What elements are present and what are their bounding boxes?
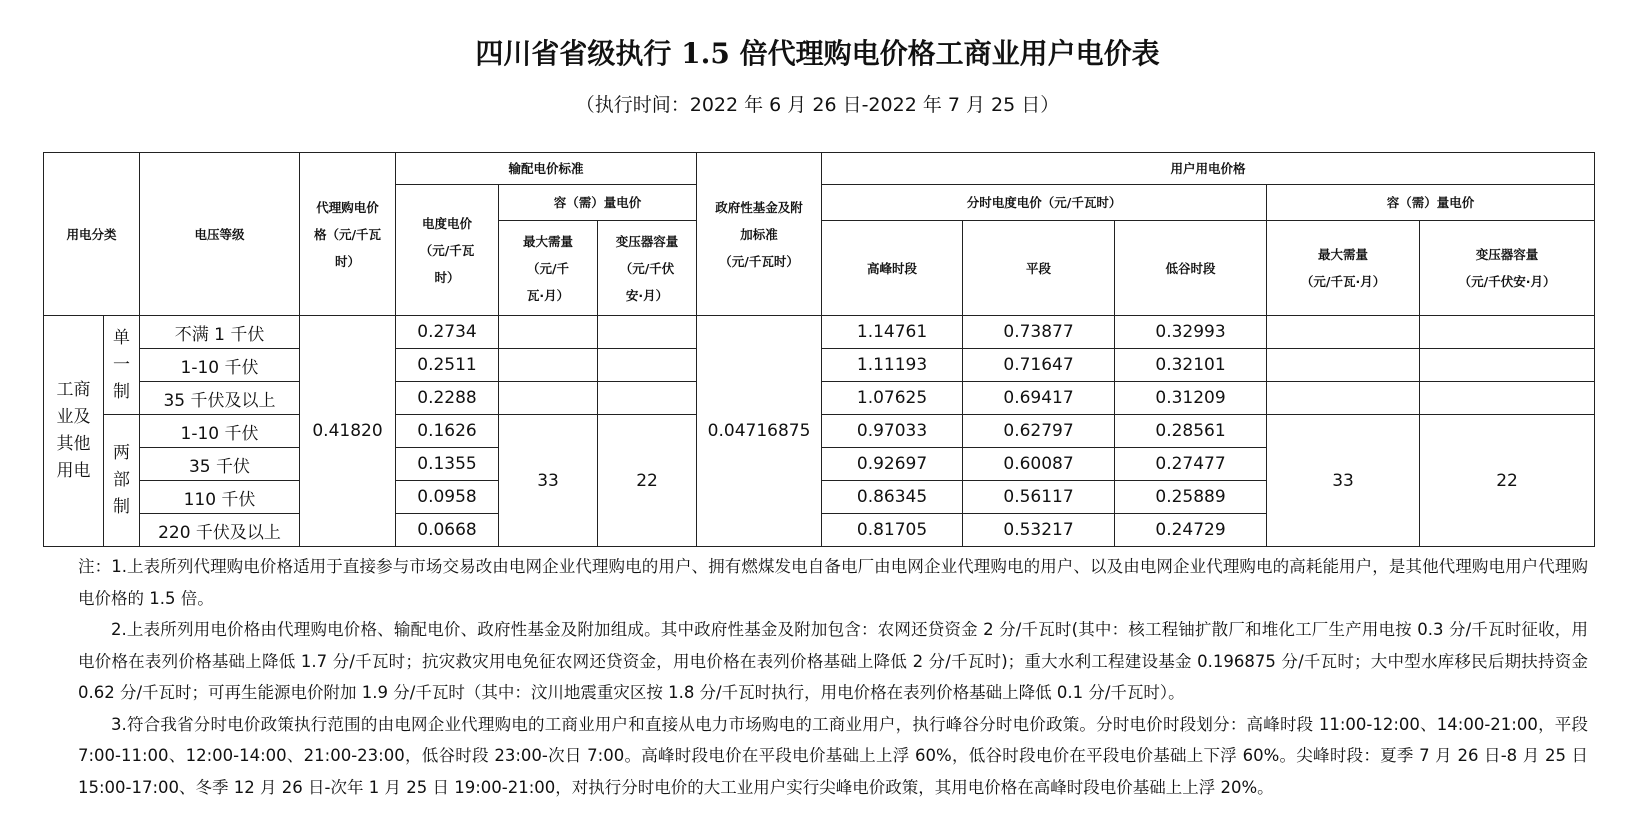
valley-cell: 0.24729	[1115, 514, 1267, 547]
voltage-cell: 35 千伏及以上	[140, 382, 300, 415]
voltage-cell: 1-10 千伏	[140, 415, 300, 448]
header-category: 用电分类	[44, 153, 140, 316]
energy-price-cell: 0.1626	[396, 415, 499, 448]
header-capacity-group: 容（需）量电价	[499, 185, 697, 221]
transformer-cell	[598, 382, 697, 415]
header-agent-price: 代理购电价 格（元/千瓦 时）	[300, 153, 396, 316]
voltage-cell: 1-10 千伏	[140, 349, 300, 382]
energy-price-cell: 0.0958	[396, 481, 499, 514]
header-user-transformer: 变压器容量 （元/千伏安·月）	[1420, 221, 1595, 316]
voltage-cell: 35 千伏	[140, 448, 300, 481]
flat-cell: 0.69417	[963, 382, 1115, 415]
peak-cell: 0.97033	[822, 415, 963, 448]
flat-cell: 0.71647	[963, 349, 1115, 382]
header-tou-group: 分时电度电价（元/千瓦时）	[822, 185, 1267, 221]
transformer-cell: 22	[598, 415, 697, 547]
header-energy-price: 电度电价 （元/千瓦 时）	[396, 185, 499, 316]
user-transformer-cell	[1420, 382, 1595, 415]
max-demand-cell	[499, 349, 598, 382]
header-transformer-capacity: 变压器容量 （元/千伏 安·月）	[598, 221, 697, 316]
user-transformer-cell: 22	[1420, 415, 1595, 547]
header-max-demand: 最大需量 （元/千 瓦·月）	[499, 221, 598, 316]
voltage-cell: 不满 1 千伏	[140, 316, 300, 349]
max-demand-cell: 33	[499, 415, 598, 547]
gov-fund-cell: 0.04716875	[697, 316, 822, 547]
header-valley: 低谷时段	[1115, 221, 1267, 316]
header-user-capacity-group: 容（需）量电价	[1267, 185, 1595, 221]
flat-cell: 0.73877	[963, 316, 1115, 349]
valley-cell: 0.25889	[1115, 481, 1267, 514]
peak-cell: 0.92697	[822, 448, 963, 481]
max-demand-cell	[499, 382, 598, 415]
single-system-cell: 单 一 制	[104, 316, 140, 415]
flat-cell: 0.56117	[963, 481, 1115, 514]
valley-cell: 0.32993	[1115, 316, 1267, 349]
energy-price-cell: 0.0668	[396, 514, 499, 547]
header-voltage: 电压等级	[140, 153, 300, 316]
user-max-demand-cell: 33	[1267, 415, 1420, 547]
valley-cell: 0.32101	[1115, 349, 1267, 382]
valley-cell: 0.27477	[1115, 448, 1267, 481]
transformer-cell	[598, 316, 697, 349]
note-3: 3.符合我省分时电价政策执行范围的由电网企业代理购电的工商业用户和直接从电力市场购电的工商业用户，执行峰谷分时电价政策。分时电价时段划分：高峰时段 11:00-12:00、14:00-21:00，平段 7:00-11:00、12:00-14:00、21:00-23:00，低谷时段 23:00-次日 7:00。高峰时段电价在平段电价基础上上浮 60%，低谷时段电价在平段电价基础上下浮 60%。尖峰时段：夏季 7 月 26 日-8 月 25 日 15:00-17:00、冬季 12 月 26 日-次年 1 月 25 日 19:00-21:00，对执行分时电价的大工业用户实行尖峰电价政策，其用电价格在高峰时段电价基础上上浮 20%。	[78, 714, 1588, 797]
energy-price-cell: 0.2734	[396, 316, 499, 349]
note-1: 注：1.上表所列代理购电价格适用于直接参与市场交易改由电网企业代理购电的用户、拥有燃煤发电自备电厂由电网企业代理购电的用户、以及由电网企业代理购电的高耗能用户，是其他代理购电用户代理购电价格的 1.5 倍。	[78, 557, 1588, 608]
energy-price-cell: 0.2288	[396, 382, 499, 415]
note-2: 2.上表所列用电价格由代理购电价格、输配电价、政府性基金及附加组成。其中政府性基金及附加包含：农网还贷资金 2 分/千瓦时(其中：核工程铀扩散厂和堆化工厂生产用电按 0.3 分/千瓦时征收，用电价格在表列价格基础上降低 1.7 分/千瓦时；抗灾救灾用电免征农网还贷资金，用电价格在表列价格基础上降低 2 分/千瓦时)；重大水利工程建设基金 0.196875 分/千瓦时；大中型水库移民后期扶持资金 0.62 分/千瓦时；可再生能源电价附加 1.9 分/千瓦时（其中：汶川地震重灾区按 1.8 分/千瓦时执行，用电价格在表列价格基础上降低 0.1 分/千瓦时）。	[78, 620, 1588, 702]
user-transformer-cell	[1420, 316, 1595, 349]
valley-cell: 0.28561	[1115, 415, 1267, 448]
valley-cell: 0.31209	[1115, 382, 1267, 415]
header-user-price-group: 用户用电价格	[822, 153, 1595, 185]
page-subtitle: （执行时间：2022 年 6 月 26 日-2022 年 7 月 25 日）	[575, 94, 1060, 116]
category-cell: 工商 业及 其他 用电	[44, 316, 104, 547]
peak-cell: 1.14761	[822, 316, 963, 349]
energy-price-cell: 0.1355	[396, 448, 499, 481]
price-table	[43, 152, 1595, 547]
header-peak: 高峰时段	[822, 221, 963, 316]
user-max-demand-cell	[1267, 382, 1420, 415]
peak-cell: 0.86345	[822, 481, 963, 514]
header-flat: 平段	[963, 221, 1115, 316]
page-title: 四川省省级执行 1.5 倍代理购电价格工商业用户电价表	[475, 37, 1160, 70]
peak-cell: 0.81705	[822, 514, 963, 547]
user-max-demand-cell	[1267, 316, 1420, 349]
user-max-demand-cell	[1267, 349, 1420, 382]
voltage-cell: 220 千伏及以上	[140, 514, 300, 547]
two-part-system-cell: 两 部 制	[104, 415, 140, 547]
agent-price-cell: 0.41820	[300, 316, 396, 547]
flat-cell: 0.62797	[963, 415, 1115, 448]
header-gov-fund: 政府性基金及附 加标准 （元/千瓦时）	[697, 153, 822, 316]
user-transformer-cell	[1420, 349, 1595, 382]
peak-cell: 1.07625	[822, 382, 963, 415]
peak-cell: 1.11193	[822, 349, 963, 382]
header-transmission-group: 输配电价标准	[396, 153, 697, 185]
transformer-cell	[598, 349, 697, 382]
voltage-cell: 110 千伏	[140, 481, 300, 514]
flat-cell: 0.53217	[963, 514, 1115, 547]
max-demand-cell	[499, 316, 598, 349]
flat-cell: 0.60087	[963, 448, 1115, 481]
notes	[78, 551, 1588, 803]
header-user-max-demand: 最大需量 （元/千瓦·月）	[1267, 221, 1420, 316]
energy-price-cell: 0.2511	[396, 349, 499, 382]
table-row	[44, 316, 1595, 349]
